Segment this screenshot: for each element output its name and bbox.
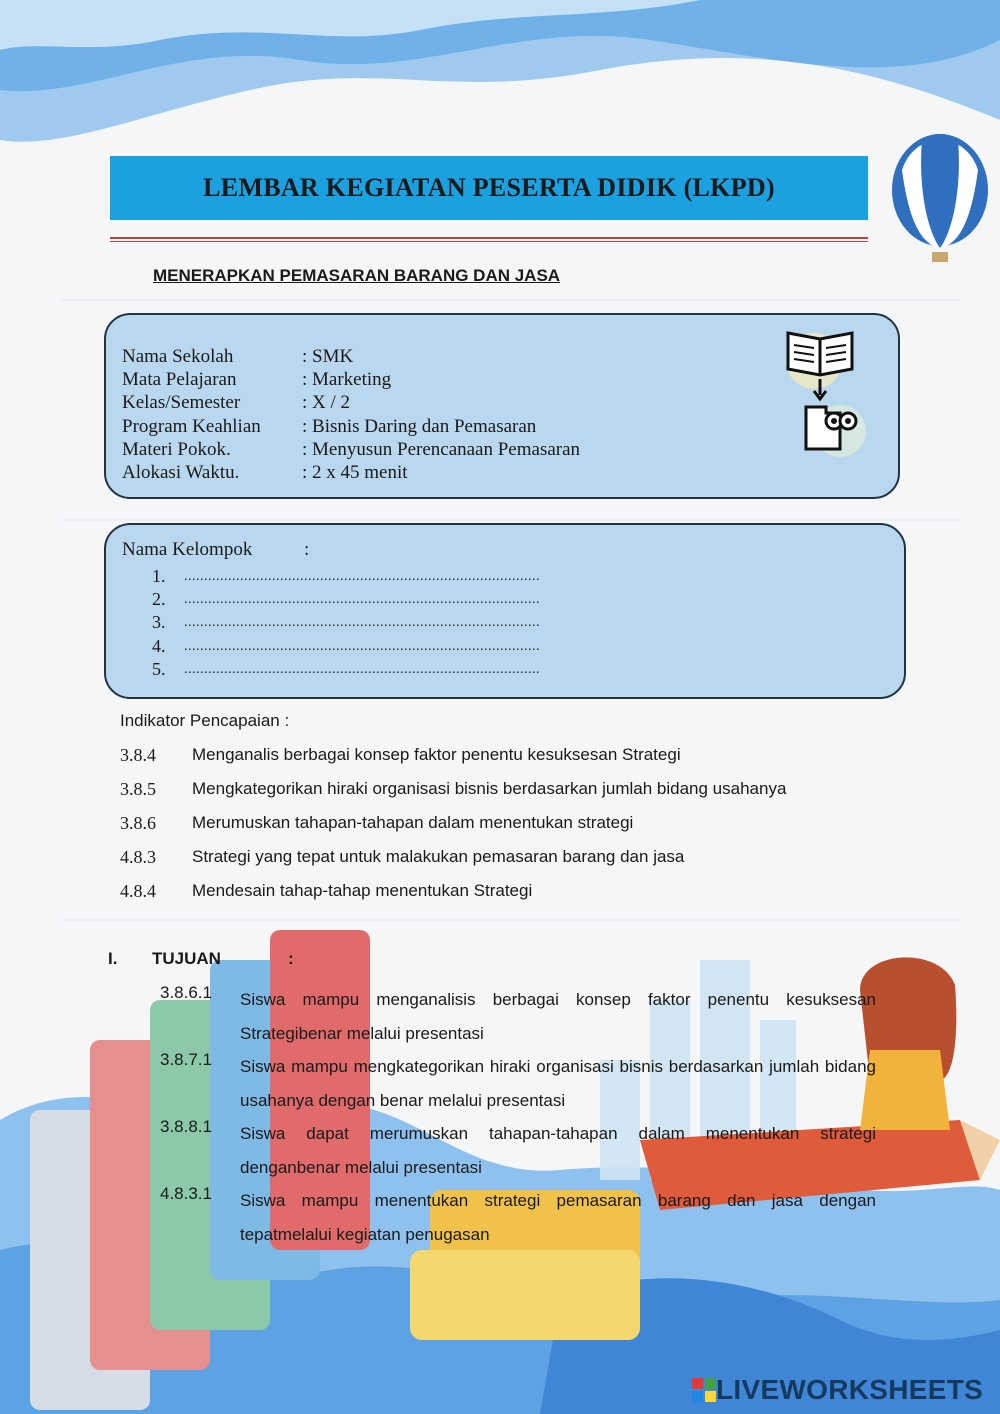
indicator-text: Menganalis berbagai konsep faktor penentu kesuksesan Strategi [192, 745, 681, 764]
info-row-program [122, 415, 580, 438]
member-row[interactable] [152, 565, 540, 588]
info-row-subject [122, 368, 580, 391]
indicator-text: Strategi yang tepat untuk malakukan pemasaran barang dan jasa [192, 847, 685, 866]
info-value: : Marketing [302, 369, 392, 391]
brand-name: LIVEWORKSHEETS [716, 1374, 984, 1405]
objective-code: 3.8.8.1 [160, 1117, 212, 1136]
info-row-class [122, 391, 580, 414]
member-number: 1. [152, 566, 166, 586]
page-subtitle: MENERAPKAN PEMASARAN BARANG DAN JASA [153, 266, 561, 285]
objective-list [160, 983, 876, 1251]
info-label: Kelas/Semester [122, 392, 241, 414]
member-row[interactable] [152, 658, 540, 681]
info-label: Program Keahlian [122, 415, 261, 437]
live-badge-icon [692, 1378, 716, 1402]
info-row-time [122, 461, 580, 484]
member-number: 2. [152, 589, 166, 610]
title-banner [110, 156, 868, 220]
objective-code: 4.8.3.1 [160, 1184, 212, 1203]
section-number: I. [108, 949, 118, 968]
objective-item [160, 1184, 876, 1251]
group-members-box [104, 523, 906, 699]
member-blank[interactable]: ......................................................................................... [184, 592, 540, 608]
info-value: : X / 2 [302, 392, 351, 414]
info-value: : SMK [302, 346, 354, 367]
member-row[interactable] [152, 588, 540, 611]
objective-text: Siswa dapat merumuskan tahapan-tahapan dalam menentukan strategi denganbenar melalui presentasi [240, 1124, 876, 1177]
info-row-material [122, 438, 580, 461]
objective-item [160, 1050, 876, 1117]
info-label: Alokasi Waktu. [122, 461, 240, 483]
member-blank[interactable]: ......................................................................................... [184, 569, 540, 584]
member-row[interactable] [152, 635, 540, 658]
indicator-text: Mendesain tahap-tahap menentukan Strategi [192, 881, 533, 900]
section-colon: : [288, 949, 294, 968]
member-blank[interactable]: ......................................................................................... [184, 615, 540, 631]
info-label: Nama Sekolah [122, 346, 234, 367]
page-title: LEMBAR KEGIATAN PESERTA DIDIK (LKPD) [203, 173, 775, 202]
member-list [152, 565, 540, 681]
indicator-code: 4.8.4 [120, 881, 156, 901]
section-title: TUJUAN [152, 949, 221, 968]
info-label: Materi Pokok. [122, 438, 231, 460]
member-blank[interactable]: ......................................................................................... [184, 638, 540, 654]
member-row[interactable] [152, 611, 540, 634]
info-value: : 2 x 45 menit [302, 461, 408, 483]
indicator-item [120, 779, 786, 813]
group-heading [122, 539, 309, 561]
member-blank[interactable]: ......................................................................................... [184, 661, 540, 677]
indicator-text: Mengkategorikan hiraki organisasi bisnis berdasarkan jumlah bidang usahanya [192, 779, 787, 798]
book-learning-icon [782, 321, 872, 461]
member-number: 4. [152, 635, 166, 656]
indicator-item [120, 745, 786, 779]
indicator-text: Merumuskan tahapan-tahapan dalam menentukan strategi [192, 813, 634, 832]
objective-text: Siswa mampu menentukan strategi pemasaran barang dan jasa dengan tepatmelalui kegiatan penugasan [240, 1191, 876, 1244]
group-label: Nama Kelompok [122, 539, 253, 560]
info-label: Mata Pelajaran [122, 369, 237, 391]
school-info-box [104, 313, 900, 499]
info-value: : Menyusun Perencanaan Pemasaran [302, 438, 581, 460]
objective-item [160, 983, 876, 1050]
objective-item [160, 1117, 876, 1184]
indicator-item [120, 881, 786, 915]
group-colon: : [304, 539, 310, 560]
indicator-code: 3.8.5 [120, 779, 156, 799]
school-info-list [122, 345, 580, 484]
objective-text: Siswa mampu menganalisis berbagai konsep faktor penentu kesuksesan Strategibenar melalui presentasi [240, 990, 876, 1043]
indicator-item [120, 847, 786, 881]
divider-line-thin [110, 241, 868, 242]
indicator-code: 3.8.4 [120, 745, 156, 765]
objective-code: 3.8.7.1 [160, 1050, 212, 1069]
info-row-school [122, 345, 580, 368]
indicator-code: 3.8.6 [120, 813, 156, 833]
indicator-heading: Indikator Pencapaian : [120, 711, 290, 730]
liveworksheets-logo[interactable] [692, 1374, 983, 1406]
info-value: : Bisnis Daring dan Pemasaran [302, 415, 537, 437]
objective-code: 3.8.6.1 [160, 983, 212, 1002]
objective-text: Siswa mampu mengkategorikan hiraki organisasi bisnis berdasarkan jumlah bidang usahanya dengan benar melalui presentasi [240, 1057, 876, 1110]
divider-line [110, 237, 868, 239]
indicator-item [120, 813, 786, 847]
tujuan-heading [108, 949, 294, 969]
indicator-list [120, 745, 786, 915]
member-number: 3. [152, 612, 166, 633]
indicator-code: 4.8.3 [120, 847, 156, 867]
member-number: 5. [152, 658, 166, 679]
